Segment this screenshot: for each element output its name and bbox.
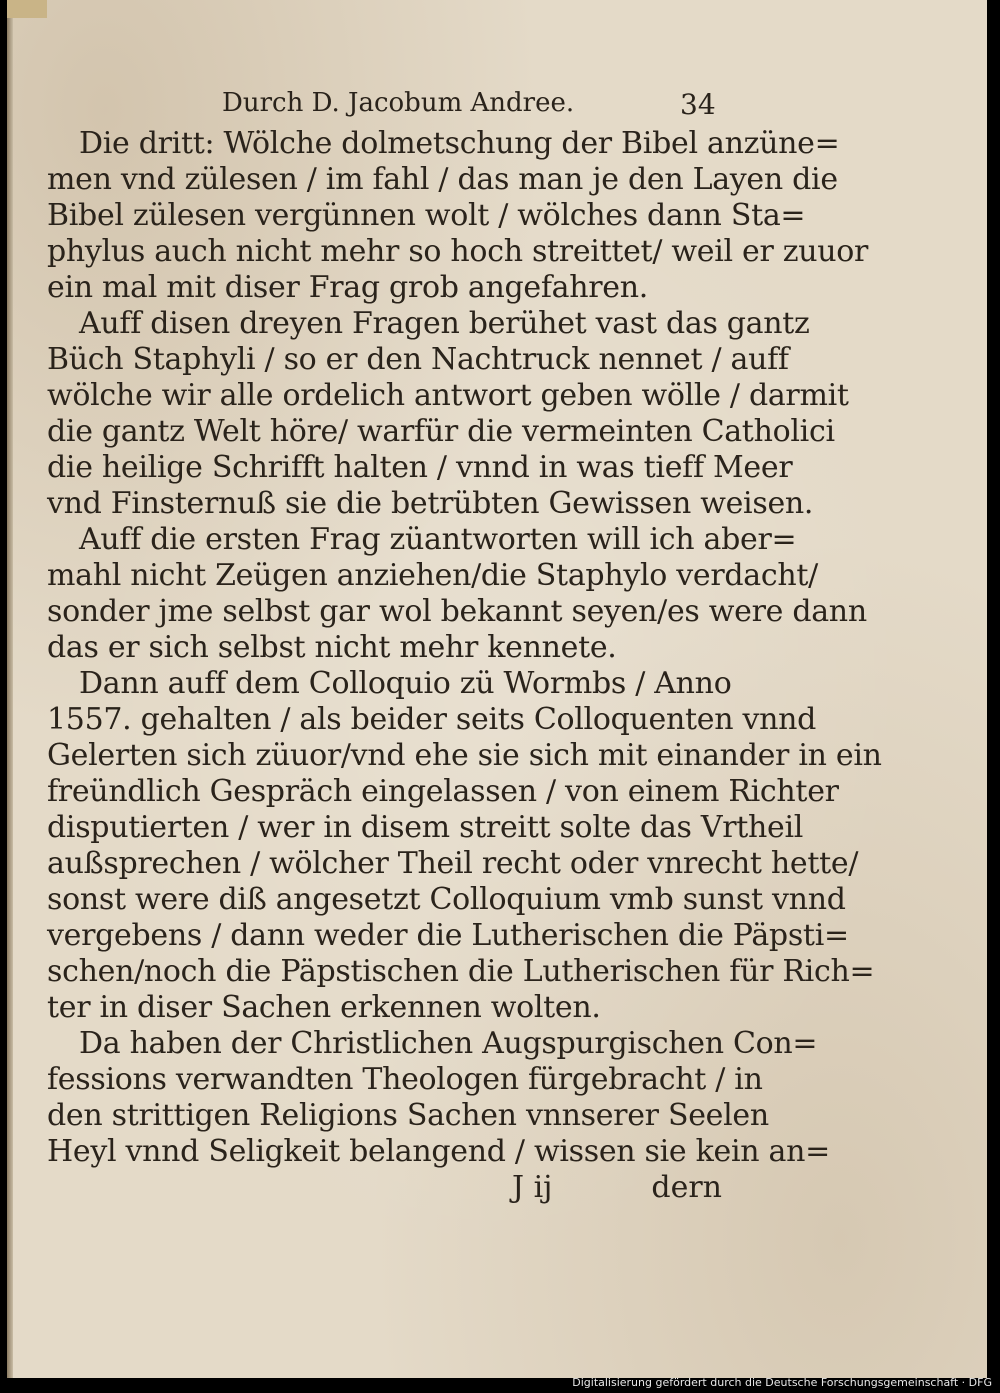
text-line: die heilige Schrifft halten / vnnd in was tieff Meer xyxy=(47,450,793,485)
text-line: das er sich selbst nicht mehr kennete. xyxy=(47,630,617,665)
text-line: mahl nicht Zeügen anziehen/die Staphylo verdacht/ xyxy=(47,558,818,593)
signature-line xyxy=(512,1170,722,1210)
text-line: Auff die ersten Frag züantworten will ich aber= xyxy=(79,522,797,557)
text-line: 1557. gehalten / als beider seits Colloquenten vnnd xyxy=(47,702,817,737)
text-line: fessions verwandten Theologen fürgebracht / in xyxy=(47,1062,763,1097)
text-line: vnd Finsternuß sie die betrübten Gewissen weisen. xyxy=(47,486,814,521)
text-line: sonder jme selbst gar wol bekannt seyen/es were dann xyxy=(47,594,867,629)
text-line: Büch Staphyli / so er den Nachtruck nennet / auff xyxy=(47,342,789,377)
text-line: außsprechen / wölcher Theil recht oder vnrecht hette/ xyxy=(47,846,859,881)
digitization-credit: Digitalisierung gefördert durch die Deutsche Forschungsgemeinschaft · DFG xyxy=(572,1376,992,1389)
page-header xyxy=(222,88,722,124)
text-line: Bibel zülesen vergünnen wolt / wölches dann Sta= xyxy=(47,198,806,233)
text-line: ein mal mit diser Frag grob angefahren. xyxy=(47,270,648,305)
text-line: vergebens / dann weder die Lutherischen die Päpsti= xyxy=(47,918,849,953)
text-line: freündlich Gespräch eingelassen / von einem Richter xyxy=(47,774,839,809)
text-line: den strittigen Religions Sachen vnnserer Seelen xyxy=(47,1098,769,1133)
signature-mark: J ij xyxy=(512,1170,553,1205)
text-line: Die dritt: Wölche dolmetschung der Bibel anzüne= xyxy=(79,126,840,161)
text-line: die gantz Welt höre/ warfür die vermeinten Catholici xyxy=(47,414,835,449)
text-line: Dann auff dem Colloquio zü Wormbs / Anno xyxy=(79,666,732,701)
running-head: Durch D. Jacobum Andree. xyxy=(222,88,575,118)
text-line: wölche wir alle ordelich antwort geben wölle / darmit xyxy=(47,378,849,413)
text-line: Heyl vnnd Seligkeit belangend / wissen sie kein an= xyxy=(47,1134,830,1169)
page-binding-edge xyxy=(7,0,13,1378)
text-line: Gelerten sich züuor/vnd ehe sie sich mit einander in ein xyxy=(47,738,882,773)
catchword: dern xyxy=(651,1170,722,1205)
text-line: disputierten / wer in disem streitt solte das Vrtheil xyxy=(47,810,804,845)
text-line: Da haben der Christlichen Augspurgischen Con= xyxy=(79,1026,818,1061)
text-line: phylus auch nicht mehr so hoch streittet/ weil er zuuor xyxy=(47,234,869,269)
text-line: Auff disen dreyen Fragen berühet vast das gantz xyxy=(79,306,810,341)
page-number: 34 xyxy=(680,88,716,121)
text-line: schen/noch die Päpstischen die Lutherischen für Rich= xyxy=(47,954,875,989)
book-page xyxy=(7,0,987,1378)
text-line: men vnd zülesen / im fahl / das man je den Layen die xyxy=(47,162,838,197)
text-line: sonst were diß angesetzt Colloquium vmb sunst vnnd xyxy=(47,882,846,917)
text-line: ter in diser Sachen erkennen wolten. xyxy=(47,990,601,1025)
page-corner-stain xyxy=(7,0,47,18)
